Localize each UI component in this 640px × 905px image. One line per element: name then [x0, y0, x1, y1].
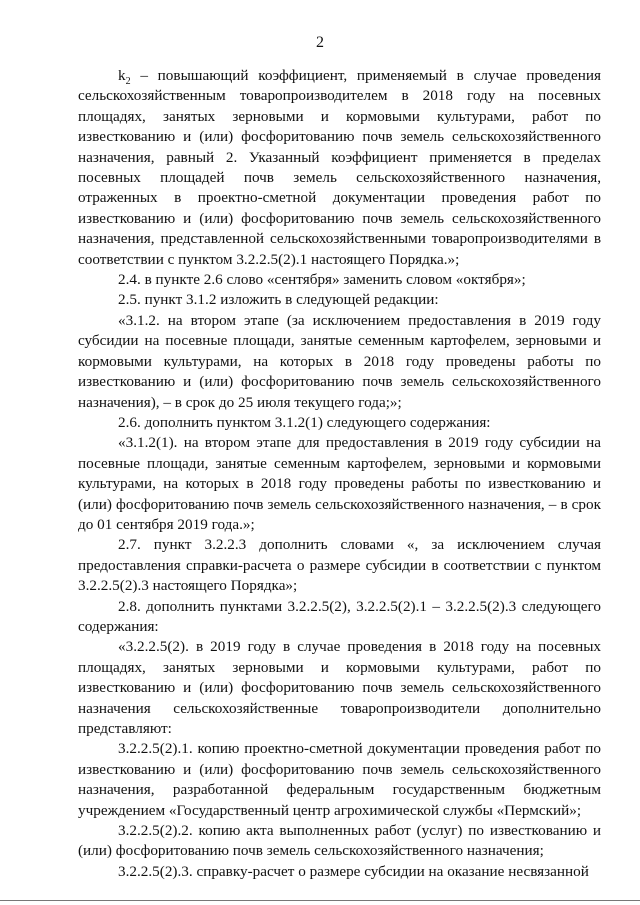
document-body: [78, 66, 601, 882]
page-number: 2: [316, 34, 324, 51]
paragraph-3-2-2-5-2-3: 3.2.2.5(2).3. справку-расчет о размере субсидии на оказание несвязанной: [118, 862, 589, 880]
paragraph-3-2-2-5-2: «3.2.2.5(2). в 2019 году в случае проведения в 2018 году на посевных площадях, занятых зерновыми и кормовыми культурами, работ по известкованию и (или) фосфоритованию почв земель сельскохозяйственного назначения сельскохозяйственные товаропроизводители дополнительно представляют:: [78, 638, 601, 737]
paragraph-2-8: 2.8. дополнить пунктами 3.2.2.5(2), 3.2.2.5(2).1 – 3.2.2.5(2).3 следующего содержания:: [78, 597, 601, 635]
paragraph-3-1-2-1: «3.1.2(1). на втором этапе для предоставления в 2019 году субсидии на посевные площади, занятые семенным картофелем, зерновыми и кормовыми культурами, на которых в 2018 году проведены работы по известкованию и (или) фосфоритованию почв земель сельскохозяйственного назначения, – в срок до 01 сентября 2019 года.»;: [78, 434, 601, 533]
paragraph-2-7: 2.7. пункт 3.2.2.3 дополнить словами «, за исключением случая предоставления справки-расчета о размере субсидии в соответствии с пунктом 3.2.2.5(2).3 настоящего Порядка»;: [78, 536, 601, 595]
paragraph-3-1-2: «3.1.2. на втором этапе (за исключением предоставления в 2019 году субсидии на посевные площади, занятые семенным картофелем, зерновыми и кормовыми культурами, на которых в 2018 году проведены работы по известкованию и (или) фосфоритованию почв земель сельскохозяйственного назначения), – в срок до 25 июля текущего года;»;: [78, 311, 601, 411]
paragraph-2-4: 2.4. в пункте 2.6 слово «сентября» заменить словом «октября»;: [118, 271, 526, 289]
k2-subscript: 2: [125, 76, 131, 88]
k2-symbol: k: [118, 67, 126, 84]
paragraph-3-2-2-5-2-1: 3.2.2.5(2).1. копию проектно-сметной документации проведения работ по известкованию и (или) фосфоритованию почв земель сельскохозяйственного назначения, разработанной федеральным государственным бюджетным учреждением «Государственный центр агрохимической службы «Пермский»;: [78, 740, 601, 819]
paragraph-k2: [78, 66, 601, 270]
page-bottom-border: [0, 900, 640, 901]
paragraph-3-2-2-5-2-2: 3.2.2.5(2).2. копию акта выполненных работ (услуг) по известкованию и (или) фосфоритованию почв земель сельскохозяйственного назначения;: [78, 822, 601, 860]
k2-definition: – повышающий коэффициент, применяемый в случае проведения сельскохозяйственным товаропроизводителем в 2018 году на посевных площадях, занятых зерновыми и кормовыми культурами, работ по известкованию и (или) фосфоритованию почв земель сельскохозяйственного назначения, равный 2. Указанный коэффициент применяется в пределах посевных площадей почв земель сельскохозяйственного назначения, отраженных в проектно-сметной документации проведения работ по известкованию и (или) фосфоритованию почв земель сельскохозяйственного назначения, представленной сельскохозяйственными товаропроизводителями в соответствии с пунктом 3.2.2.5(2).1 настоящего Порядка.»;: [78, 67, 601, 268]
paragraph-2-6: 2.6. дополнить пунктом 3.1.2(1) следующего содержания:: [118, 413, 491, 431]
paragraph-2-5: 2.5. пункт 3.1.2 изложить в следующей редакции:: [118, 291, 439, 309]
